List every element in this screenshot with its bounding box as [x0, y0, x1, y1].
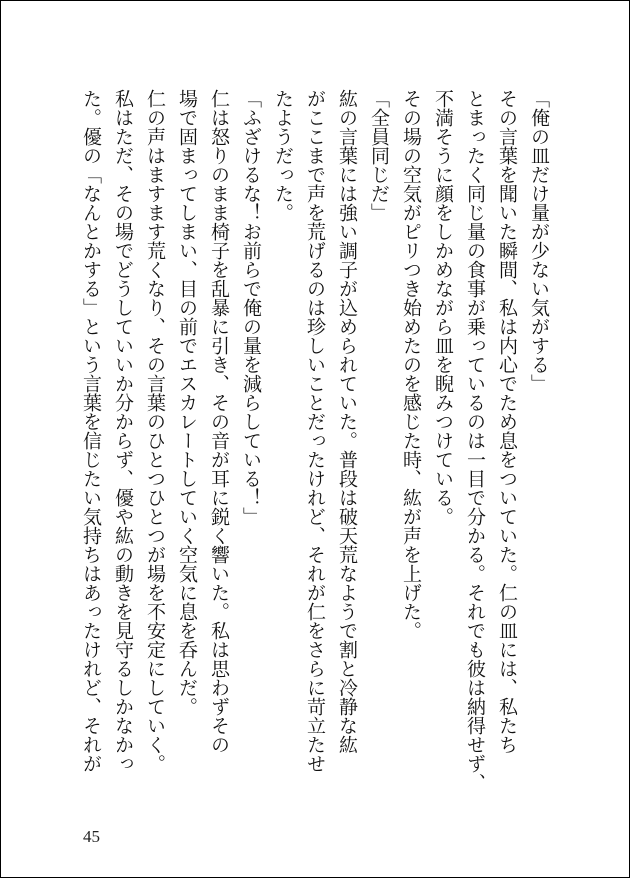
text-line: 不満そうに顔をしかめながら皿を睨みつけている。 [432, 89, 454, 526]
text-line: たようだった。 [272, 89, 294, 222]
text-line: 場で固まってしまい、目の前でエスカレートしていく空気に息を呑んだ。 [176, 89, 198, 716]
text-line: 仁の声はますます荒くなり、その言葉のひとつひとつが場を不安定にしていく。 [144, 89, 166, 773]
text-line: 「ふざけるな！お前らで俺の量を減らしている！」 [240, 89, 262, 526]
text-line: た。優の「なんとかする」という言葉を信じたい気持ちはあったけれど、それが [80, 89, 102, 773]
text-line: 紘の言葉には強い調子が込められていた。普段は破天荒なようで割と冷静な紘 [336, 89, 358, 754]
text-line: 「全員同じだ」 [368, 89, 390, 222]
vertical-text-body [75, 89, 555, 809]
text-line: その場の空気がピリつき始めたのを感じた時、紘が声を上げた。 [400, 89, 422, 640]
text-line: その言葉を聞いた瞬間、私は内心でため息をついていた。仁の皿には、私たち [496, 89, 518, 754]
page-number: 45 [83, 827, 100, 846]
text-line: がここまで声を荒げるのは珍しいことだったけれど、それが仁をさらに苛立たせ [304, 89, 326, 773]
text-line: とまったく同じ量の食事が乗っているのは一目で分かる。それでも彼は納得せず、 [464, 89, 486, 792]
text-line: 「俺の皿だけ量が少ない気がする」 [528, 89, 550, 393]
text-line: 私はただ、その場でどうしていいか分からず、優や紘の動きを見守るしかなかっ [112, 89, 134, 773]
text-line: 仁は怒りのまま椅子を乱暴に引き、その音が耳に鋭く響いた。私は思わずその [208, 89, 230, 754]
